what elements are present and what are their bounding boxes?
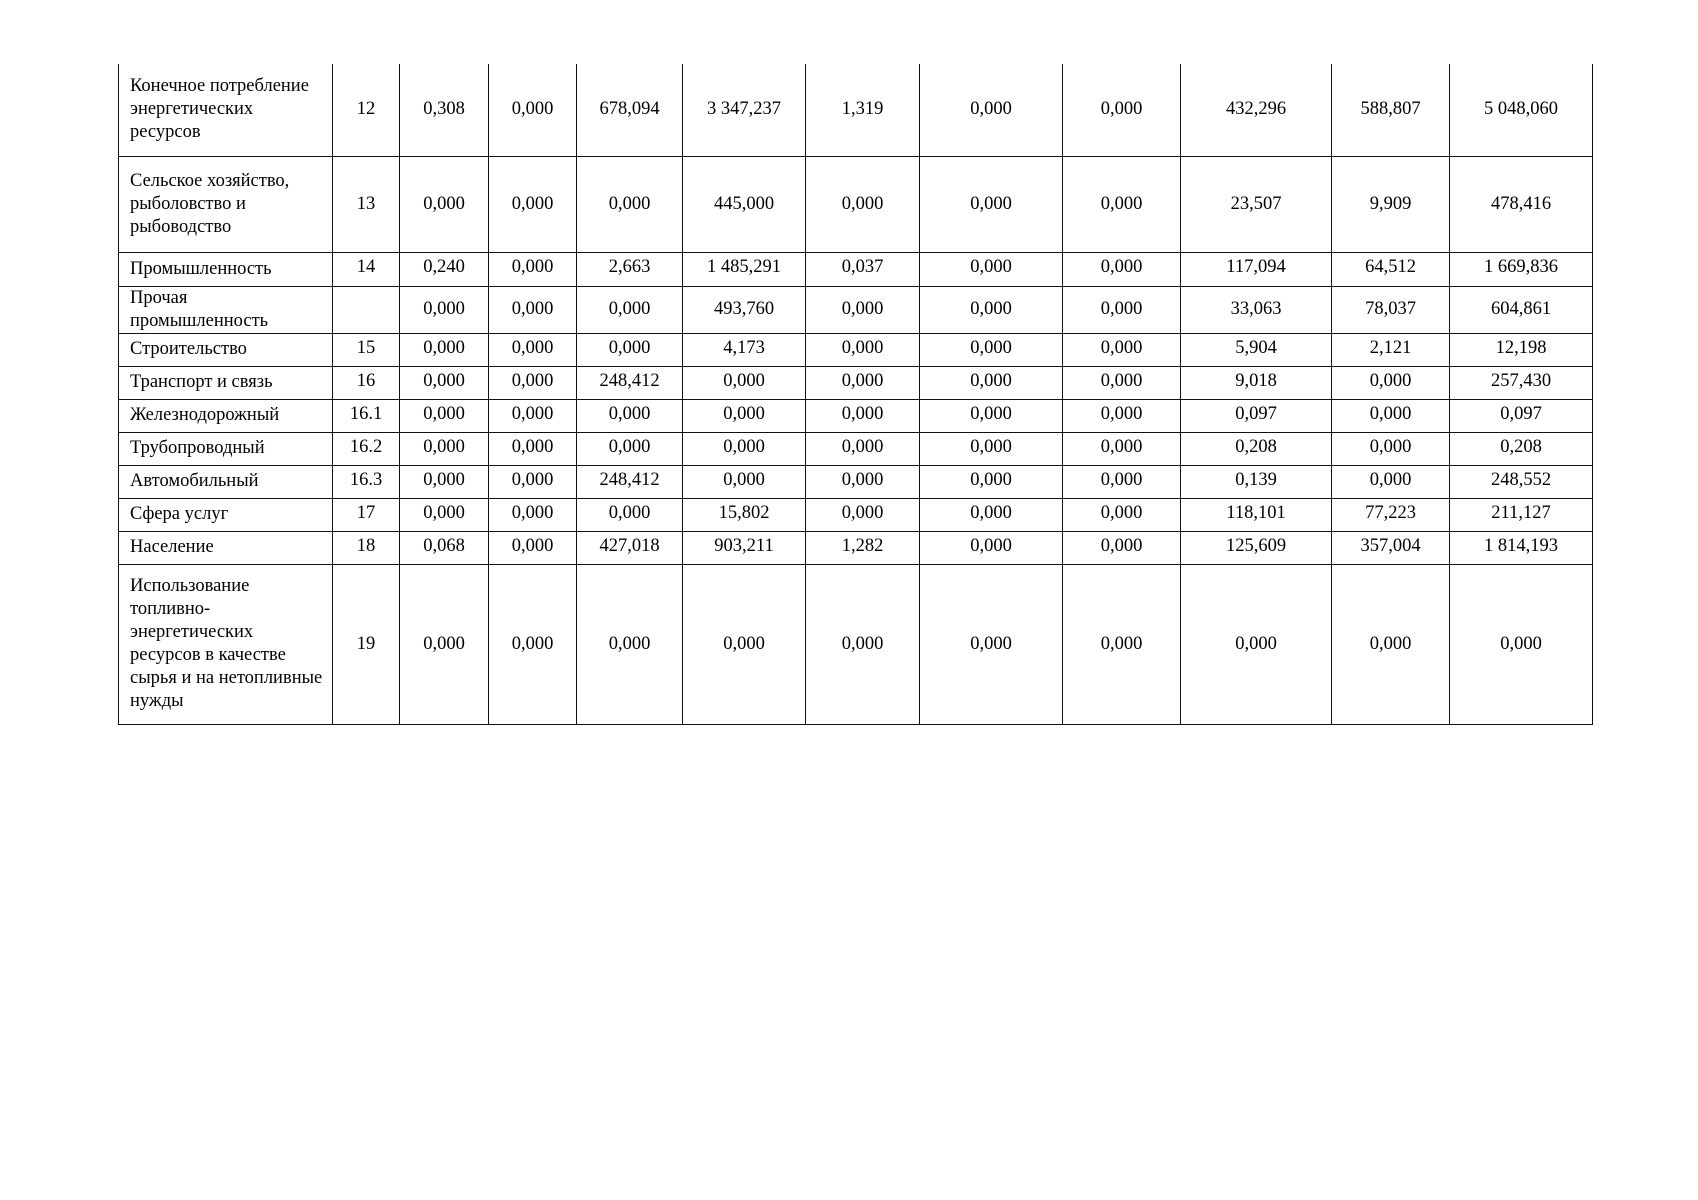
row-label: Автомобильный <box>130 471 259 491</box>
row-label: Использование топливно-энергетических ресурсов в качестве сырья и на нетопливные нужды <box>130 576 323 711</box>
value-cell: 0,000 <box>1063 64 1181 156</box>
value-cell: 64,512 <box>1332 252 1450 286</box>
table-row <box>119 564 1593 724</box>
row-code-cell: 13 <box>333 156 400 252</box>
value-cell: 0,308 <box>400 64 489 156</box>
table-row <box>119 498 1593 531</box>
row-code-cell <box>333 286 400 333</box>
row-label: Промышленность <box>130 258 272 279</box>
row-code-cell: 12 <box>333 64 400 156</box>
value-cell: 0,000 <box>489 432 577 465</box>
value-cell: 0,000 <box>1063 432 1181 465</box>
row-label-cell <box>119 156 333 252</box>
value-cell: 0,000 <box>489 531 577 564</box>
table-row <box>119 432 1593 465</box>
value-cell: 0,000 <box>920 498 1063 531</box>
row-code-cell: 16.2 <box>333 432 400 465</box>
value-cell: 0,000 <box>489 64 577 156</box>
value-cell: 2,121 <box>1332 333 1450 366</box>
row-label: Железнодорожный <box>130 405 280 425</box>
value-cell: 0,139 <box>1181 465 1332 498</box>
table-body <box>119 64 1593 724</box>
value-cell: 0,208 <box>1181 432 1332 465</box>
value-cell: 0,000 <box>577 156 683 252</box>
value-cell: 211,127 <box>1450 498 1593 531</box>
value-cell: 0,000 <box>920 252 1063 286</box>
table-row <box>119 333 1593 366</box>
value-cell: 0,000 <box>1332 432 1450 465</box>
value-cell: 248,412 <box>577 465 683 498</box>
value-cell: 15,802 <box>683 498 806 531</box>
value-cell: 0,000 <box>1063 156 1181 252</box>
table-row <box>119 399 1593 432</box>
value-cell: 125,609 <box>1181 531 1332 564</box>
value-cell: 0,000 <box>400 286 489 333</box>
value-cell: 0,000 <box>489 399 577 432</box>
value-cell: 0,000 <box>920 531 1063 564</box>
row-label-cell <box>119 465 333 498</box>
value-cell: 0,208 <box>1450 432 1593 465</box>
value-cell: 78,037 <box>1332 286 1450 333</box>
row-code-cell: 16 <box>333 366 400 399</box>
value-cell: 493,760 <box>683 286 806 333</box>
value-cell: 0,000 <box>806 333 920 366</box>
value-cell: 357,004 <box>1332 531 1450 564</box>
value-cell: 0,000 <box>489 286 577 333</box>
value-cell: 0,000 <box>577 333 683 366</box>
row-code-cell: 16.1 <box>333 399 400 432</box>
value-cell: 604,861 <box>1450 286 1593 333</box>
value-cell: 0,000 <box>920 366 1063 399</box>
table-row <box>119 252 1593 286</box>
value-cell: 588,807 <box>1332 64 1450 156</box>
value-cell: 0,000 <box>1063 333 1181 366</box>
value-cell: 0,000 <box>489 366 577 399</box>
value-cell: 77,223 <box>1332 498 1450 531</box>
row-code-cell: 14 <box>333 252 400 286</box>
value-cell: 0,000 <box>920 156 1063 252</box>
value-cell: 0,000 <box>1063 399 1181 432</box>
energy-balance-table <box>118 64 1593 725</box>
value-cell: 117,094 <box>1181 252 1332 286</box>
value-cell: 0,000 <box>400 156 489 252</box>
value-cell: 0,000 <box>806 564 920 724</box>
table-row <box>119 64 1593 156</box>
row-label: Сфера услуг <box>130 504 229 524</box>
value-cell: 118,101 <box>1181 498 1332 531</box>
value-cell: 0,000 <box>1332 465 1450 498</box>
value-cell: 0,000 <box>489 252 577 286</box>
row-label-cell <box>119 399 333 432</box>
value-cell: 33,063 <box>1181 286 1332 333</box>
value-cell: 678,094 <box>577 64 683 156</box>
value-cell: 0,000 <box>683 432 806 465</box>
value-cell: 0,000 <box>1063 531 1181 564</box>
value-cell: 0,068 <box>400 531 489 564</box>
value-cell: 903,211 <box>683 531 806 564</box>
value-cell: 0,097 <box>1181 399 1332 432</box>
value-cell: 0,000 <box>1063 498 1181 531</box>
value-cell: 0,000 <box>489 156 577 252</box>
table-row <box>119 465 1593 498</box>
value-cell: 9,909 <box>1332 156 1450 252</box>
table-row <box>119 531 1593 564</box>
value-cell: 0,240 <box>400 252 489 286</box>
value-cell: 0,000 <box>577 498 683 531</box>
value-cell: 1,319 <box>806 64 920 156</box>
value-cell: 0,037 <box>806 252 920 286</box>
row-label-cell <box>119 252 333 286</box>
value-cell: 257,430 <box>1450 366 1593 399</box>
row-label-cell <box>119 333 333 366</box>
value-cell: 0,000 <box>920 564 1063 724</box>
value-cell: 12,198 <box>1450 333 1593 366</box>
value-cell: 0,000 <box>920 64 1063 156</box>
row-label: Прочая промышленность <box>130 287 269 331</box>
row-label: Население <box>130 537 214 557</box>
value-cell: 248,552 <box>1450 465 1593 498</box>
value-cell: 1 485,291 <box>683 252 806 286</box>
row-code-cell: 18 <box>333 531 400 564</box>
value-cell: 0,000 <box>920 465 1063 498</box>
value-cell: 0,000 <box>1063 366 1181 399</box>
row-label-cell <box>119 564 333 724</box>
value-cell: 0,000 <box>1332 366 1450 399</box>
value-cell: 432,296 <box>1181 64 1332 156</box>
value-cell: 0,000 <box>920 333 1063 366</box>
value-cell: 0,000 <box>920 286 1063 333</box>
value-cell: 0,000 <box>489 564 577 724</box>
value-cell: 0,000 <box>577 399 683 432</box>
row-label-cell <box>119 498 333 531</box>
row-label-cell <box>119 286 333 333</box>
value-cell: 1,282 <box>806 531 920 564</box>
value-cell: 0,000 <box>489 498 577 531</box>
value-cell: 0,000 <box>920 432 1063 465</box>
value-cell: 0,000 <box>400 498 489 531</box>
value-cell: 0,000 <box>806 399 920 432</box>
value-cell: 0,000 <box>806 286 920 333</box>
row-label: Транспорт и связь <box>130 372 273 392</box>
value-cell: 9,018 <box>1181 366 1332 399</box>
value-cell: 0,097 <box>1450 399 1593 432</box>
row-code-cell: 19 <box>333 564 400 724</box>
value-cell: 0,000 <box>577 432 683 465</box>
value-cell: 0,000 <box>400 465 489 498</box>
value-cell: 0,000 <box>806 465 920 498</box>
value-cell: 0,000 <box>400 432 489 465</box>
value-cell: 23,507 <box>1181 156 1332 252</box>
value-cell: 0,000 <box>577 564 683 724</box>
value-cell: 0,000 <box>489 333 577 366</box>
row-label: Строительство <box>130 339 247 359</box>
value-cell: 0,000 <box>1450 564 1593 724</box>
row-label: Сельское хозяйство, рыболовство и рыбоводство <box>130 170 290 237</box>
value-cell: 0,000 <box>920 399 1063 432</box>
value-cell: 5,904 <box>1181 333 1332 366</box>
row-label-cell <box>119 64 333 156</box>
row-label-cell <box>119 366 333 399</box>
row-code-cell: 15 <box>333 333 400 366</box>
row-code-cell: 16.3 <box>333 465 400 498</box>
value-cell: 248,412 <box>577 366 683 399</box>
value-cell: 0,000 <box>1063 252 1181 286</box>
value-cell: 5 048,060 <box>1450 64 1593 156</box>
value-cell: 0,000 <box>400 399 489 432</box>
value-cell: 1 669,836 <box>1450 252 1593 286</box>
value-cell: 0,000 <box>683 366 806 399</box>
value-cell: 3 347,237 <box>683 64 806 156</box>
value-cell: 1 814,193 <box>1450 531 1593 564</box>
value-cell: 478,416 <box>1450 156 1593 252</box>
value-cell: 0,000 <box>683 564 806 724</box>
value-cell: 0,000 <box>400 333 489 366</box>
value-cell: 0,000 <box>577 286 683 333</box>
row-label-cell <box>119 432 333 465</box>
value-cell: 0,000 <box>683 399 806 432</box>
row-label: Конечное потребление энергетических ресурсов <box>130 76 309 143</box>
value-cell: 427,018 <box>577 531 683 564</box>
value-cell: 0,000 <box>806 432 920 465</box>
row-code-cell: 17 <box>333 498 400 531</box>
value-cell: 0,000 <box>1181 564 1332 724</box>
value-cell: 0,000 <box>806 366 920 399</box>
value-cell: 0,000 <box>1063 564 1181 724</box>
value-cell: 0,000 <box>400 366 489 399</box>
row-label: Трубопроводный <box>130 438 265 458</box>
value-cell: 0,000 <box>1332 564 1450 724</box>
value-cell: 0,000 <box>683 465 806 498</box>
value-cell: 0,000 <box>806 156 920 252</box>
value-cell: 2,663 <box>577 252 683 286</box>
value-cell: 4,173 <box>683 333 806 366</box>
value-cell: 0,000 <box>806 498 920 531</box>
value-cell: 0,000 <box>1063 465 1181 498</box>
value-cell: 445,000 <box>683 156 806 252</box>
table-row <box>119 286 1593 333</box>
row-label-cell <box>119 531 333 564</box>
value-cell: 0,000 <box>489 465 577 498</box>
value-cell: 0,000 <box>400 564 489 724</box>
table-row <box>119 366 1593 399</box>
table-row <box>119 156 1593 252</box>
value-cell: 0,000 <box>1332 399 1450 432</box>
value-cell: 0,000 <box>1063 286 1181 333</box>
